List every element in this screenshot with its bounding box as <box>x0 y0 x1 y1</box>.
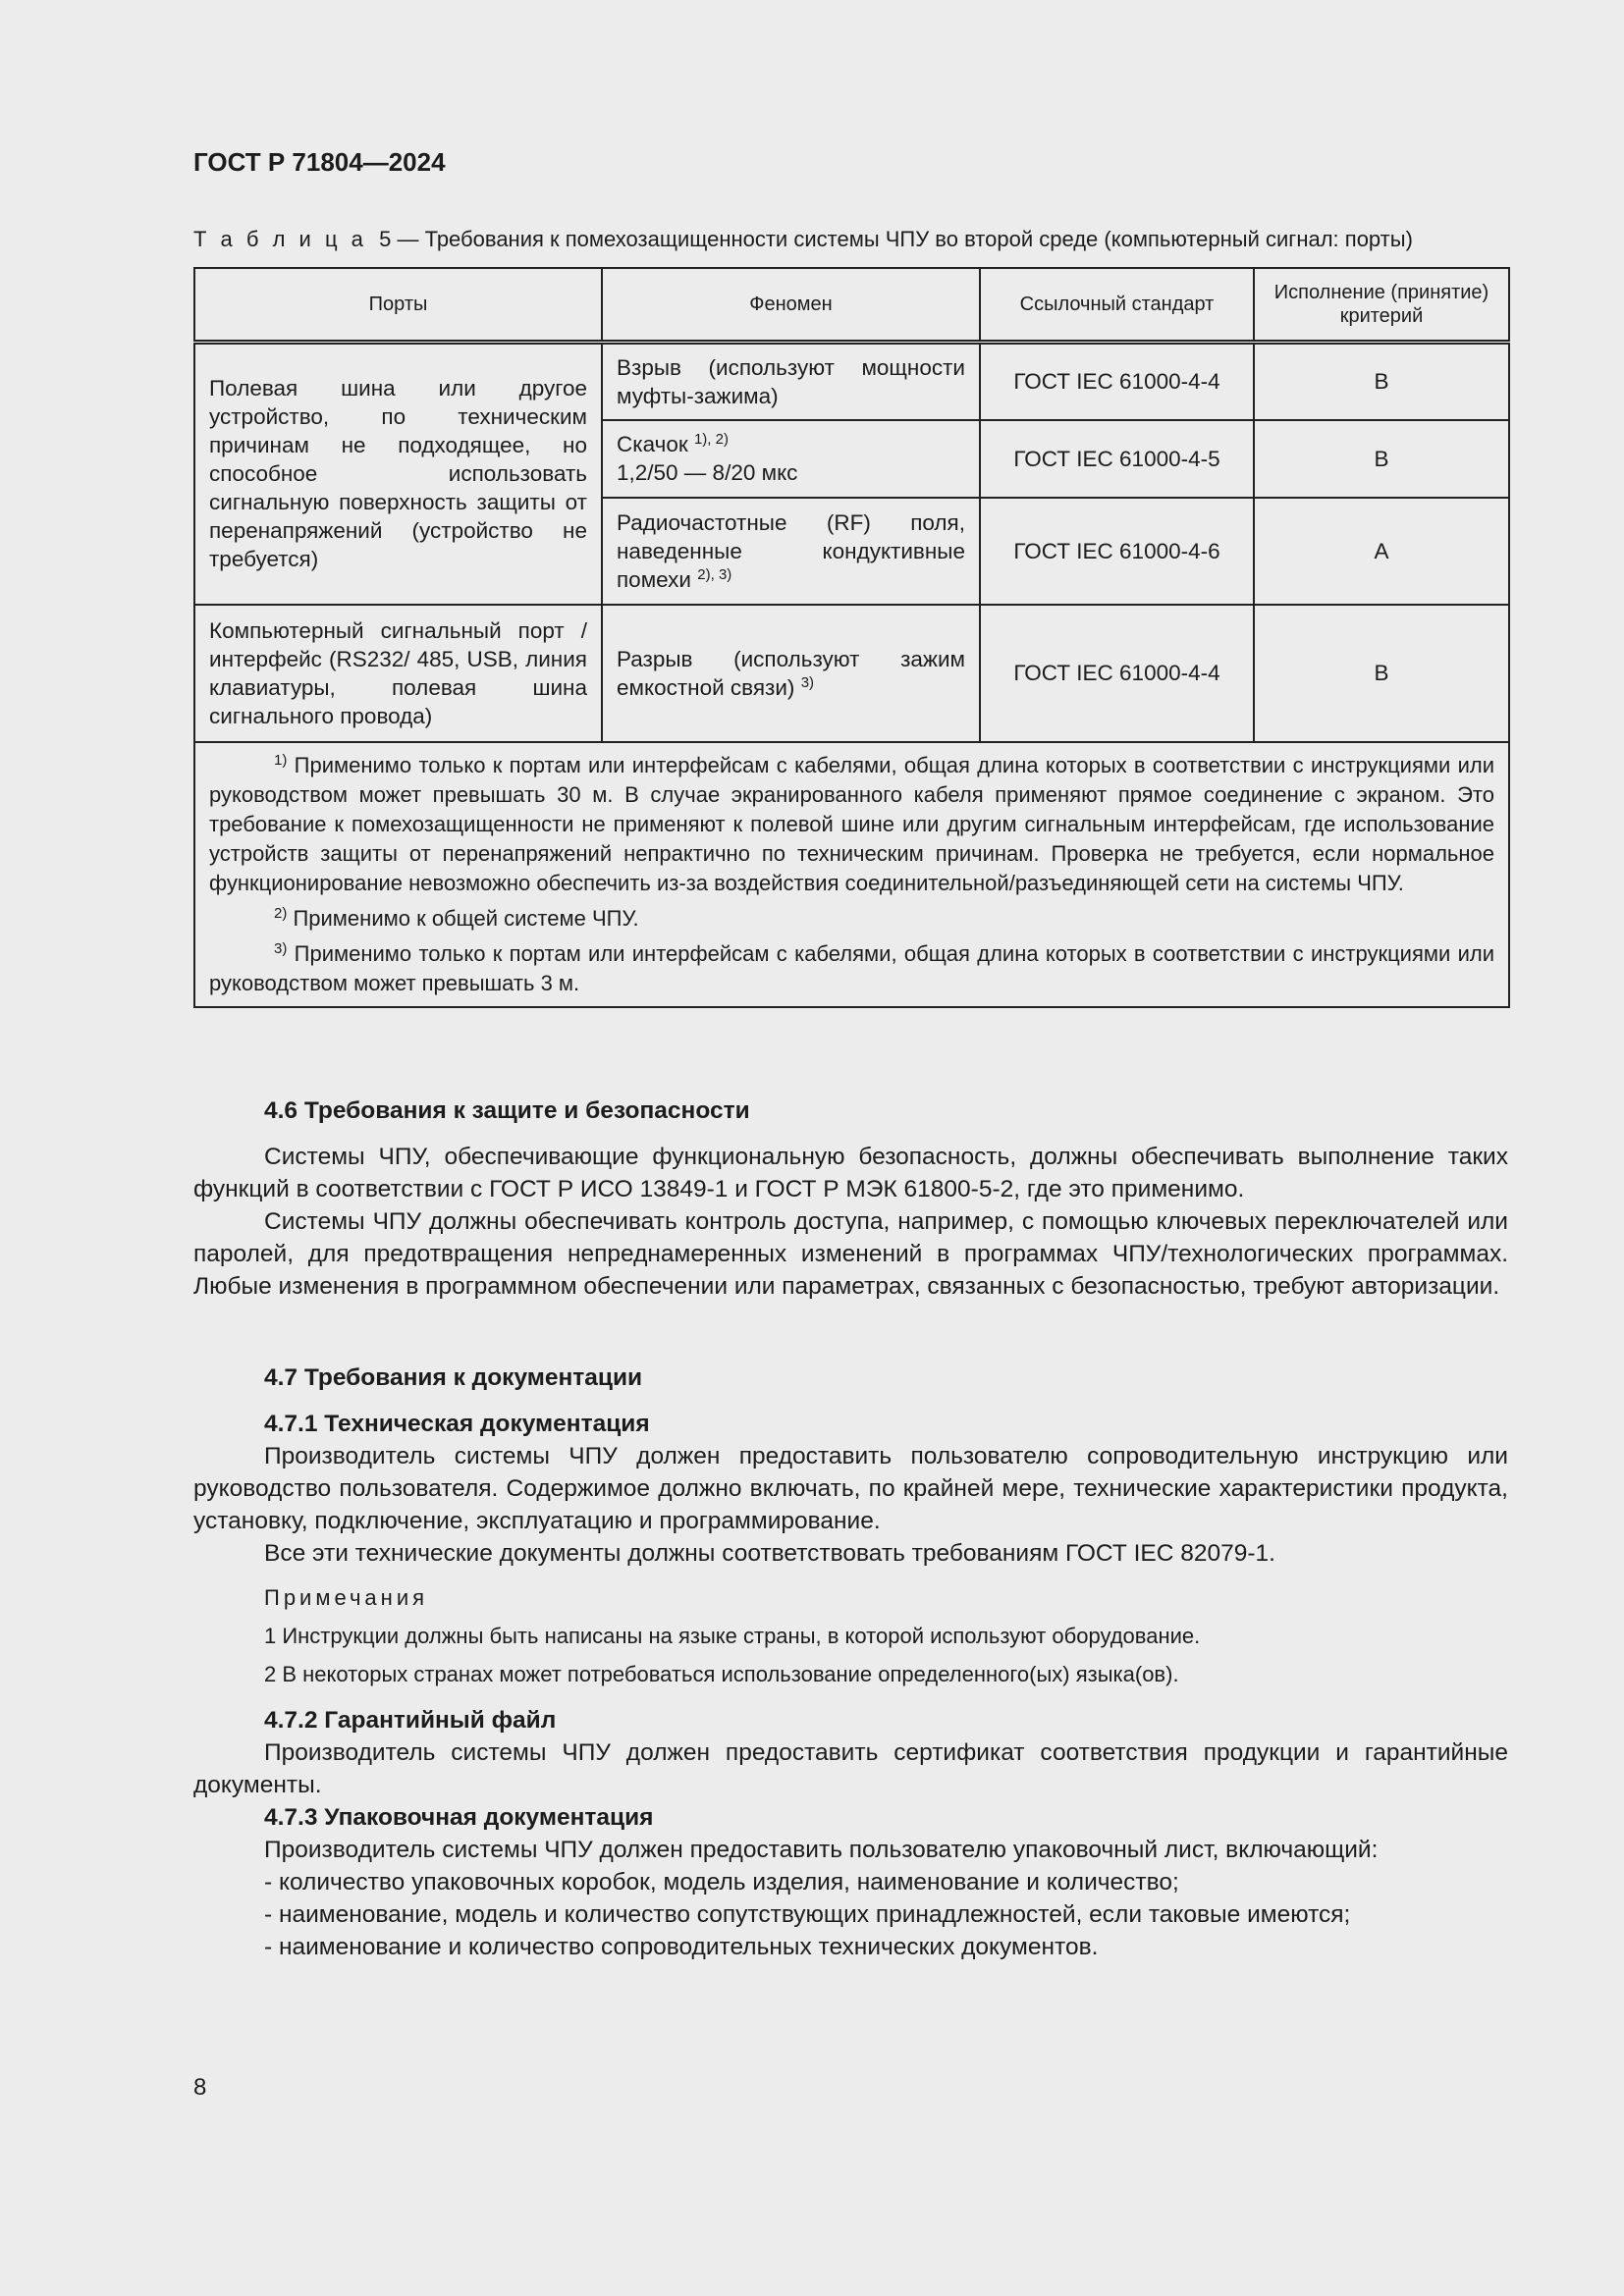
table-footnotes <box>194 742 1509 1007</box>
phenomenon-cell <box>602 605 980 742</box>
document-header: ГОСТ Р 71804—2024 <box>193 147 446 177</box>
table-caption-text: 5 — Требования к помехозащищенности системы ЧПУ во второй среде (компьютерный сигнал: порты) <box>379 227 1413 251</box>
subsection-title: 4.7.3 Упаковочная документация <box>264 1804 654 1831</box>
standard-cell: ГОСТ IEC 61000-4-4 <box>980 343 1254 420</box>
section-title: 4.6 Требования к защите и безопасности <box>264 1097 750 1124</box>
standard-cell: ГОСТ IEC 61000-4-6 <box>980 498 1254 605</box>
footnote-mark: 2) <box>274 904 288 922</box>
criterion-cell: B <box>1254 343 1509 420</box>
phenomenon-text: Разрыв (используют зажим емкостной связи) <box>617 646 965 700</box>
paragraph: Системы ЧПУ должны обеспечивать контроль доступа, например, с помощью ключевых переключателей или паролей, для предотвращения непреднамеренных изменений в программах ЧПУ/технологических программах. Любые изменения в программном обеспечении или параметрах, связанных с безопасностью, требуют авторизации. <box>193 1208 1508 1300</box>
column-header: Феномен <box>602 268 980 343</box>
criterion-cell: B <box>1254 605 1509 742</box>
section-4-7 <box>193 1362 1508 1963</box>
note: 2 В некоторых странах может потребоваться использование определенного(ых) языка(ов). <box>264 1662 1179 1686</box>
paragraph: Производитель системы ЧПУ должен предоставить пользователю упаковочный лист, включающий: <box>264 1837 1379 1863</box>
section-4-6 <box>193 1095 1508 1303</box>
phenomenon-text: Скачок <box>617 432 688 456</box>
footnote-text: Применимо только к портам или интерфейсам с кабелями, общая длина которых в соответствии с инструкциями или руководством может превышать 3 м. <box>209 940 1494 995</box>
table-row <box>194 343 1509 420</box>
footnote-mark: 1) <box>274 751 288 769</box>
table-caption <box>193 227 1413 252</box>
port-cell: Полевая шина или другое устройство, по техническим причинам не подходящее, но способное использовать сигнальную поверхность защиты от перенапряжений (устройство не требуется) <box>194 343 602 605</box>
table-5 <box>193 267 1510 1008</box>
footnote-text: Применимо только к портам или интерфейсам с кабелями, общая длина которых в соответствии с инструкциями или руководством может превышать 30 м. В случае экранированного кабеля применяют прямое соединение с экраном. Это требование к помехозащищенности не применяют к полевой шине или другим сигнальным интерфейсам, где использование устройств защиты от перенапряжений непрактично по техническим причинам. Проверка не требуется, если нормальное функционирование невозможно обеспечить из-за воздействия соединительной/разъединяющей сети на системы ЧПУ. <box>209 752 1494 895</box>
paragraph: Производитель системы ЧПУ должен предоставить сертификат соответствия продукции и гарантийные документы. <box>193 1739 1508 1798</box>
footnote-ref: 2), 3) <box>697 565 732 583</box>
column-header: Ссылочный стандарт <box>980 268 1254 343</box>
footnote-ref: 3) <box>800 673 815 691</box>
section-title: 4.7 Требования к документации <box>264 1364 643 1391</box>
subsection-title: 4.7.2 Гарантийный файл <box>264 1707 557 1734</box>
phenomenon-cell <box>602 420 980 498</box>
table-header-row <box>194 268 1509 343</box>
note: 1 Инструкции должны быть написаны на языке страны, в которой используют оборудование. <box>264 1624 1201 1648</box>
footnote <box>209 904 1494 934</box>
column-header: Исполнение (принятие) критерий <box>1254 268 1509 343</box>
list-item: - наименование, модель и количество сопутствующих принадлежностей, если таковые имеются; <box>264 1901 1351 1928</box>
table-row <box>194 605 1509 742</box>
list-item: - количество упаковочных коробок, модель изделия, наименование и количество; <box>264 1869 1179 1896</box>
footnote-text: Применимо к общей системе ЧПУ. <box>293 905 639 931</box>
paragraph: Системы ЧПУ, обеспечивающие функциональную безопасность, должны обеспечивать выполнение таких функций в соответствии с ГОСТ Р ИСО 13849-1 и ГОСТ Р МЭК 61800-5-2, где это применимо. <box>193 1144 1508 1202</box>
standard-cell: ГОСТ IEC 61000-4-5 <box>980 420 1254 498</box>
list-item: - наименование и количество сопроводительных технических документов. <box>264 1934 1099 1960</box>
table-caption-prefix: Т а б л и ц а <box>193 227 367 251</box>
footnote <box>209 751 1494 898</box>
standard-cell: ГОСТ IEC 61000-4-4 <box>980 605 1254 742</box>
criterion-cell: B <box>1254 420 1509 498</box>
table-footnotes-row <box>194 742 1509 1007</box>
notes-title: Примечания <box>264 1585 429 1610</box>
port-cell: Компьютерный сигнальный порт /интерфейс (RS232/ 485, USB, линия клавиатуры, полевая шина сигнального провода) <box>194 605 602 742</box>
subsection-title: 4.7.1 Техническая документация <box>264 1411 650 1437</box>
criterion-cell: A <box>1254 498 1509 605</box>
column-header: Порты <box>194 268 602 343</box>
paragraph: Производитель системы ЧПУ должен предоставить пользователю сопроводительную инструкцию или руководство пользователя. Содержимое должно включать, по крайней мере, технические характеристики продукта, установку, подключение, эксплуатацию и программирование. <box>193 1443 1508 1534</box>
footnote-ref: 1), 2) <box>693 431 729 448</box>
footnote-mark: 3) <box>274 939 288 957</box>
phenomenon-cell: Взрыв (используют мощности муфты-зажима) <box>602 343 980 420</box>
page-number: 8 <box>193 2074 207 2101</box>
phenomenon-cell <box>602 498 980 605</box>
footnote <box>209 939 1494 998</box>
paragraph: Все эти технические документы должны соответствовать требованиям ГОСТ IEC 82079-1. <box>264 1540 1275 1567</box>
phenomenon-text: 1,2/50 — 8/20 мкс <box>617 460 798 485</box>
phenomenon-text: Радиочастотные (RF) поля, наведенные кондуктивные помехи <box>617 509 965 592</box>
